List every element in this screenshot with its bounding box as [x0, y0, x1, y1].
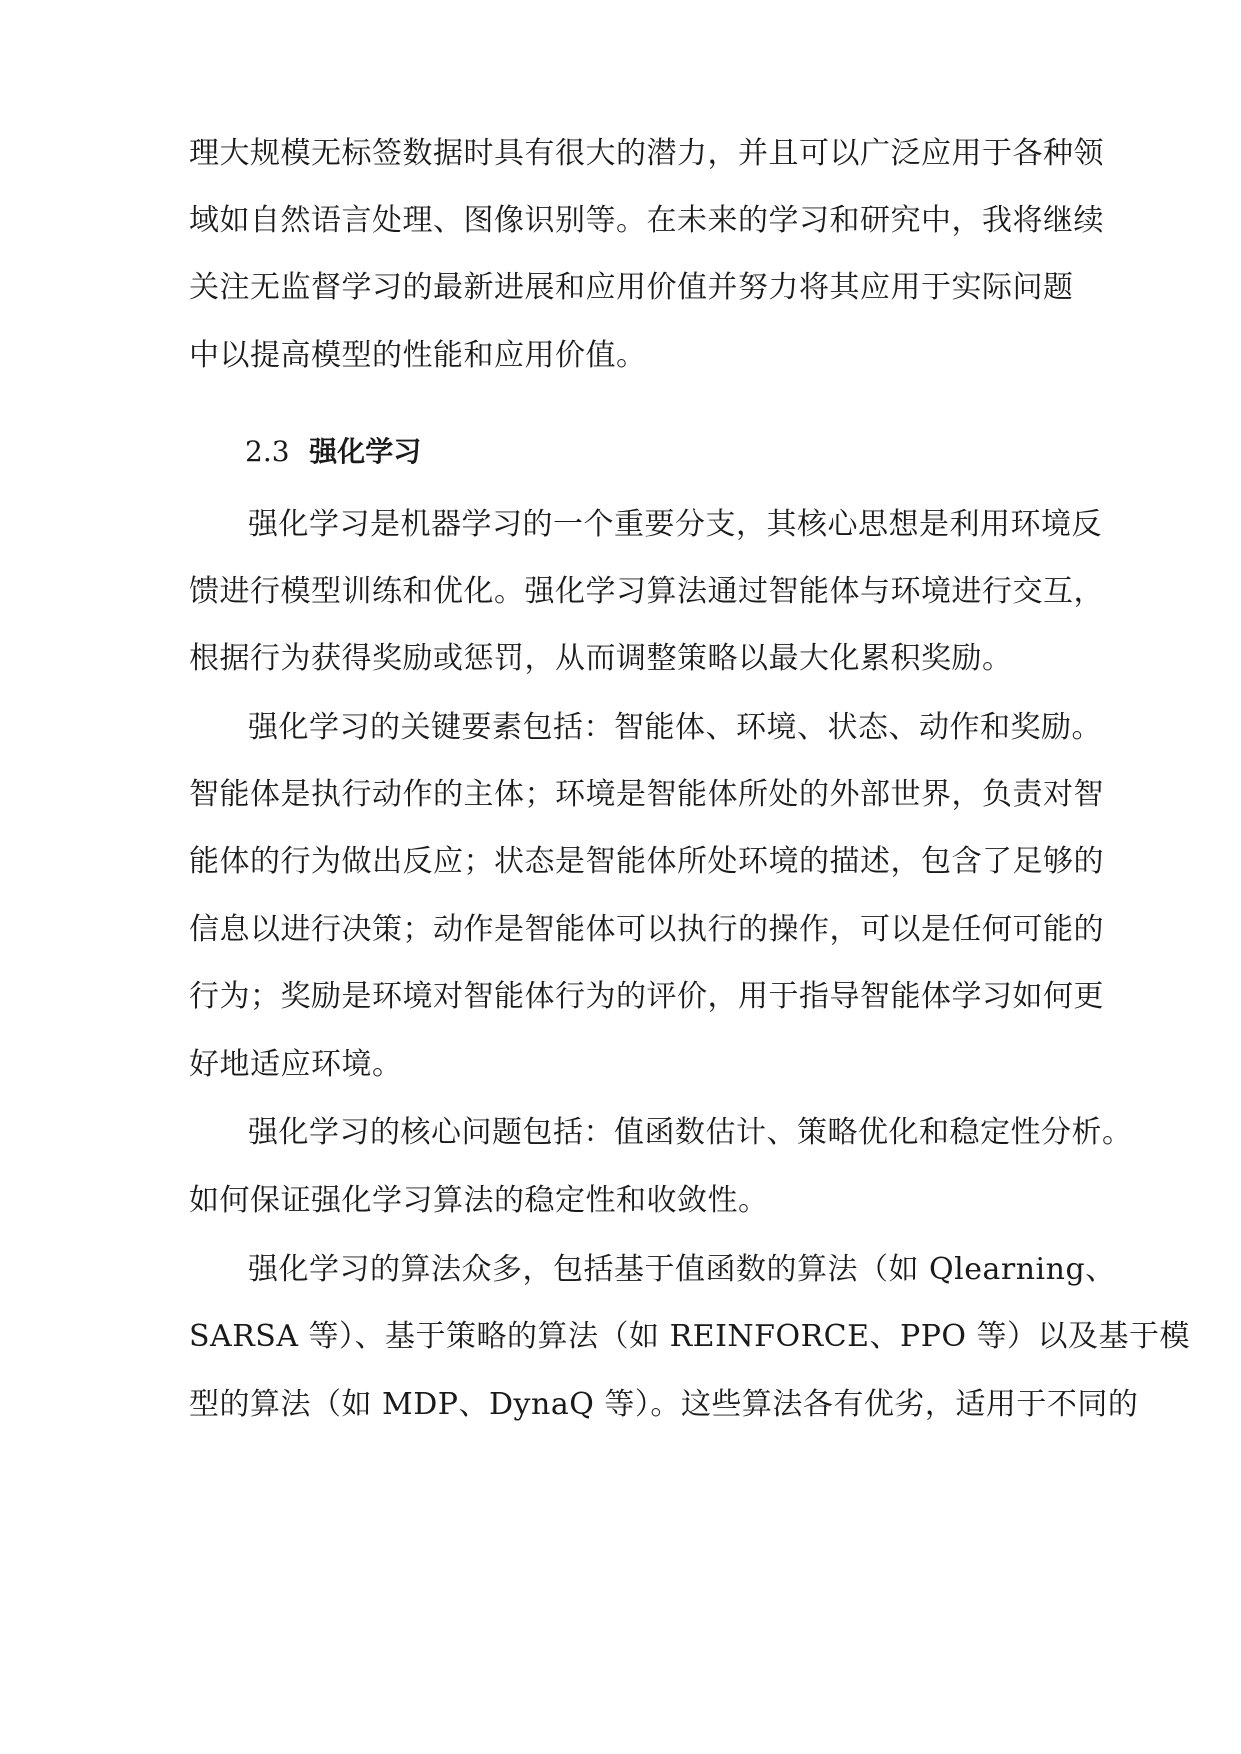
section-heading	[245, 432, 421, 472]
paragraph-line: 型的算法（如 MDP、DynaQ 等）。这些算法各有优劣，适用于不同的	[189, 1387, 1139, 1422]
section-title: 强化学习	[309, 435, 422, 468]
section-number: 2.3	[245, 435, 290, 468]
paragraph-line: 域如自然语言处理、图像识别等。在未来的学习和研究中，我将继续	[189, 203, 1104, 238]
paragraph-line: 信息以进行决策；动作是智能体可以执行的操作，可以是任何可能的	[189, 912, 1104, 947]
paragraph-line: 行为；奖励是环境对智能体行为的评价，用于指导智能体学习如何更	[189, 979, 1104, 1014]
paragraph-line: 强化学习的关键要素包括：智能体、环境、状态、动作和奖励。	[248, 710, 1102, 745]
paragraph-line: 理大规模无标签数据时具有很大的潜力，并且可以广泛应用于各种领	[189, 136, 1104, 171]
paragraph-line: 馈进行模型训练和优化。强化学习算法通过智能体与环境进行交互，	[189, 574, 1104, 609]
paragraph-line: 关注无监督学习的最新进展和应用价值并努力将其应用于实际问题	[189, 270, 1074, 305]
paragraph-line: 能体的行为做出反应；状态是智能体所处环境的描述，包含了足够的	[189, 844, 1104, 879]
paragraph-line: 智能体是执行动作的主体；环境是智能体所处的外部世界，负责对智	[189, 777, 1104, 812]
paragraph-line: SARSA 等）、基于策略的算法（如 REINFORCE、PPO 等）以及基于模	[189, 1319, 1191, 1354]
paragraph-line: 如何保证强化学习算法的稳定性和收敛性。	[189, 1183, 769, 1218]
paragraph-line: 强化学习的核心问题包括：值函数估计、策略优化和稳定性分析。	[248, 1115, 1133, 1150]
paragraph-line: 中以提高模型的性能和应用价值。	[189, 338, 647, 373]
paragraph-line: 好地适应环境。	[189, 1047, 403, 1082]
paragraph-line: 强化学习的算法众多，包括基于值函数的算法（如 Qlearning、	[248, 1252, 1116, 1287]
paragraph-line: 根据行为获得奖励或惩罚，从而调整策略以最大化累积奖励。	[189, 641, 1013, 676]
paragraph-line: 强化学习是机器学习的一个重要分支，其核心思想是利用环境反	[248, 507, 1102, 542]
